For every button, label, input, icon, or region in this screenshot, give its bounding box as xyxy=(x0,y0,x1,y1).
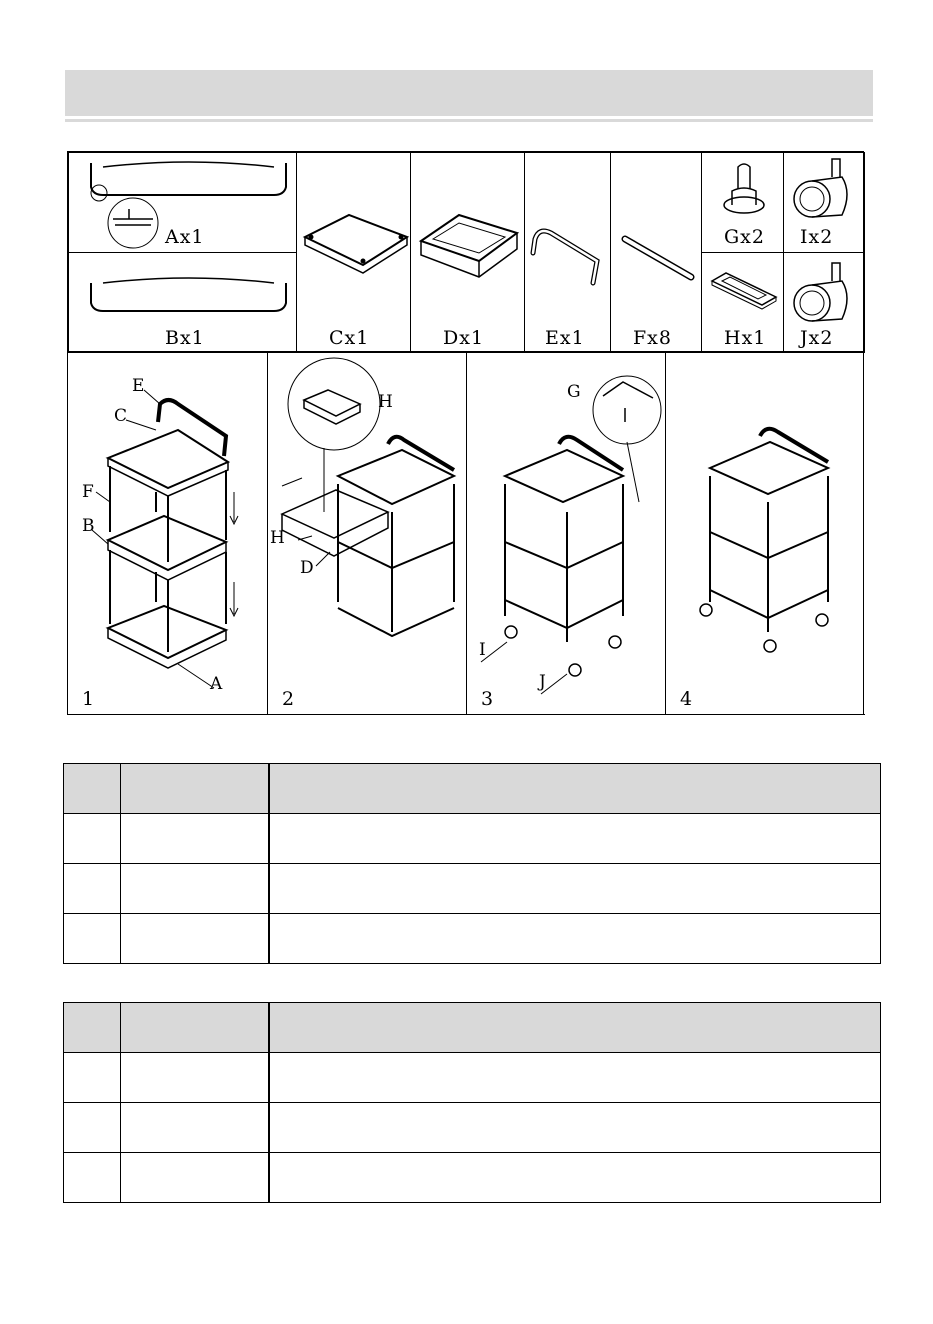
table-row xyxy=(64,814,881,864)
step-3-number: 3 xyxy=(481,688,494,710)
part-cell-d xyxy=(410,152,525,353)
step-3-callout-i: I xyxy=(479,640,486,660)
step-1-callout-f: F xyxy=(82,482,94,502)
step-2-callout-h: H xyxy=(270,528,285,548)
table-row xyxy=(64,1153,881,1203)
part-label-f: Fx8 xyxy=(633,327,672,349)
table-2 xyxy=(63,1002,881,1203)
step-3-illustration xyxy=(467,352,667,715)
step-4-illustration xyxy=(666,352,866,715)
part-cell-a xyxy=(68,152,297,253)
part-cell-g xyxy=(701,152,784,253)
part-label-d: Dx1 xyxy=(443,327,485,349)
part-cell-h xyxy=(701,252,784,353)
step-2-callout-h-detail: H xyxy=(378,392,393,412)
part-label-h: Hx1 xyxy=(724,327,767,349)
step-3-panel xyxy=(466,352,666,715)
part-e-illustration xyxy=(525,153,612,354)
step-1-callout-c: C xyxy=(114,406,128,426)
table-1 xyxy=(63,763,881,964)
part-cell-e xyxy=(524,152,611,353)
step-3-callout-j: J xyxy=(539,672,546,692)
table-row xyxy=(64,1053,881,1103)
table-row xyxy=(64,914,881,964)
step-1-callout-e: E xyxy=(132,376,145,396)
step-4-number: 4 xyxy=(680,688,693,710)
part-label-a: Ax1 xyxy=(165,226,205,248)
step-1-callout-b: B xyxy=(82,516,95,536)
part-cell-f xyxy=(610,152,702,353)
part-f-illustration xyxy=(611,153,703,354)
step-1-number: 1 xyxy=(82,688,95,710)
part-label-g: Gx2 xyxy=(724,226,765,248)
part-label-c: Cx1 xyxy=(329,327,370,349)
step-2-panel xyxy=(267,352,467,715)
part-cell-j xyxy=(783,252,865,353)
table-2-header-row xyxy=(64,1003,881,1053)
part-cell-b xyxy=(68,252,297,353)
part-d-illustration xyxy=(411,153,526,354)
step-1-callout-a: A xyxy=(210,674,223,694)
step-2-number: 2 xyxy=(282,688,295,710)
step-3-callout-g: G xyxy=(567,382,581,402)
parts-list xyxy=(67,151,864,352)
part-c-illustration xyxy=(297,153,412,354)
part-label-i: Ix2 xyxy=(800,226,834,248)
step-1-illustration xyxy=(68,352,268,715)
step-2-illustration xyxy=(268,352,468,715)
header-rule xyxy=(65,119,873,122)
part-label-b: Bx1 xyxy=(165,327,205,349)
table-1-header-row xyxy=(64,764,881,814)
step-4-panel xyxy=(665,352,865,715)
header-bar xyxy=(65,70,873,116)
assembly-steps xyxy=(67,352,864,715)
part-label-j: Jx2 xyxy=(800,327,834,349)
step-1-panel xyxy=(68,352,268,715)
part-cell-c xyxy=(296,152,411,353)
part-cell-i xyxy=(783,152,865,253)
table-row xyxy=(64,1103,881,1153)
step-2-callout-d: D xyxy=(300,558,314,578)
part-label-e: Ex1 xyxy=(545,327,585,349)
table-row xyxy=(64,864,881,914)
